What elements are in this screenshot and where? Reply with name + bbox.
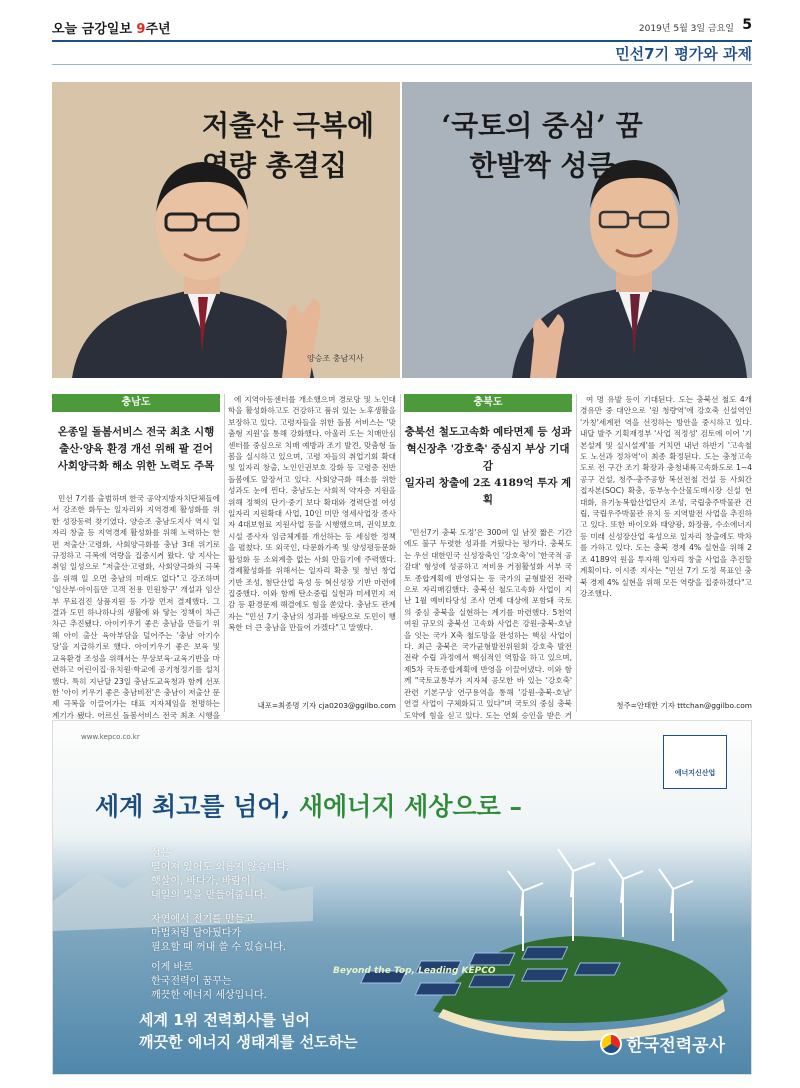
hero-title-chungbuk: ‘국토의 중심’ 꿈 한발짝 성큼 <box>441 109 643 182</box>
page-number: 5 <box>742 17 752 33</box>
article-body: 민선 7기를 출범하며 한국 공약지방자치단체들에서 강조한 화두는 일자리와 지역경제 활성화를 위한 성장동력 찾기였다. 양승조 충남도지사 역시 일자리 창출 등 지역경제 활성화를 위해 노력하는 한편 저출산·고령화, 사회양극화를 충남 3대 위기로 규정하고 극복에 역량을 집중시켜 왔다. 양 지사는 취임 일성으로 "저출산·고령화, 사회양극화의 극복을 위해 일 오면 충남의 미래도 없다"고 강조하며 '임산부·아이들만 고객 전용 민원창구' 개설과 임산부 무료검진 상품지원 등 가장 먼저 결제했다. 그 결과 도민 하나하나의 생활에 와 닿는 정책이 차근차근 추진됐다. 아이키우기 좋은 충남을 만들기 위해 아이 출산 육아부담을 덜어주는 '충남 아기수당'을 지급하기로 했다. 아이키우기 좋은 보육 및 교육환경 조성을 위해서는 무상보육·교육기반을 마련하고 어린이집·유치원·학교에 공기청정기를 설치했다. 특히 지난달 23일 충남도교육청과 함께 선포한 '아이 키우기 좋은 충남비전'은 충남이 저출산 문제 극복을 이끌어가는 대표 지자체임을 천명하는 계기가 됐다. 어르신 돌봄서비스 전국 최초 시행을 <box>52 494 220 720</box>
ad-url: www.kepco.co.kr <box>81 733 140 741</box>
ad-slogan: Beyond the Top, Leading KEPCO <box>333 966 496 976</box>
column-divider <box>400 394 401 712</box>
kepco-logo-icon <box>600 1033 622 1055</box>
header-rule <box>52 40 752 42</box>
subhead-chungnam: 온종일 돌봄서비스 전국 최초 시행 출산·양육 환경 개선 위해 팔 걷어 사회양극화 해소 위한 노력도 주목 <box>57 426 215 472</box>
ad-paragraph-2: 자연에서 전기를 만들고 마법처럼 담아뒀다가 필요할 때 꺼내 쓸 수 있습니다. <box>151 914 286 953</box>
region-tag-chungbuk: 충북도 <box>404 394 572 412</box>
column-divider <box>224 394 225 712</box>
masthead-accent: 9 <box>136 22 146 37</box>
ad-headline-prefix: 세계 최고를 넘어, <box>95 792 299 821</box>
kepco-logo <box>600 1031 725 1056</box>
masthead-prefix: 오늘 금강일보 <box>52 22 132 37</box>
masthead-suffix: 주년 <box>145 22 171 37</box>
region-tag-chungnam: 충남도 <box>52 394 220 412</box>
hero-title-chungnam: 저출산 극복에 역량 총결집 <box>202 109 375 182</box>
article-chungbuk-col1 <box>404 394 572 720</box>
subhead-chungbuk: 충북선 철도고속화 예타면제 등 성과 혁신장추 '강호축' 중심지 부상 기대감 일자리 창출에 2조 4189억 투자 계획 <box>404 426 572 506</box>
ad-paragraph-1: 섬은 떨어져 있어도 외롭지 않습니다. 햇살이, 바다가, 바람이 내일의 빛을 만들어줍니다. <box>151 848 290 901</box>
byline-chungnam: 내포=최종명 기자 cja0203@ggilbo.com <box>257 701 396 710</box>
byline-chungbuk: 청주=안태한 기자 tttchan@ggilbo.com <box>616 701 752 710</box>
photo-caption-chungnam: 양승조 충남지사 <box>307 354 364 363</box>
hero-chungnam <box>52 82 400 378</box>
ad-headline <box>95 787 522 823</box>
column-divider <box>576 394 577 712</box>
ad-closing: 세계 1위 전력회사를 넘어 깨끗한 에너지 생태계를 선도하는 <box>139 1011 358 1051</box>
ad-paragraph-3: 이게 바로 한국전력이 꿈꾸는 깨끗한 에너지 세상입니다. <box>151 962 267 1001</box>
article-body: '민선7기 충북 도정'은 300여 일 남짓 짧은 기간에도 불구 두렷한 성과를 거뒀다는 평가다. 충북도는 우선 대한민국 신성장축인 '강호축'이 '한국적 공감대' 형성에 성공하고 저비용 거점활성화 서부 국토 종합계획에 반영되는 등 국가의 균형발전 전략으로 자리매김했다. 충북선 철도고속화 사업이 지난 1월 예비타당성 조사 면제 대상에 포함돼 국토의 중심 충북을 실현하는 계기를 마련했다. 5천억여원 규모의 충북선 고속화 사업은 강원-충북-호남을 잇는 국가 X축 철도망을 완성하는 핵심 사업이다. 최근 충북은 국가균형발전위원회 강호축 발전전략 수립 과정에서 핵심적인 역할을 하고 있으며, 제5차 국토종합계획에 반영을 이끌어냈다. 이와 함께 "국토교통부가 지자체 공모한 바 있는 '강호축' 관련 기본구상 연구용역을 통해 '강원-충북-호남' 연결 사업이 구체화되고 있다"며 국토의 중심 충북 도약에 힘을 싣고 있다. 도는 연회 승인을 받은 거 <box>404 528 572 720</box>
article-chungnam-col1 <box>52 394 220 720</box>
kepco-brand-name: 한국전력공사 <box>626 1036 725 1056</box>
section-rule <box>52 64 752 65</box>
article-chungnam-col2 <box>228 394 396 712</box>
page-header <box>52 18 752 38</box>
ad-headline-accent: 새에너지 세상으로 – <box>298 792 522 821</box>
photo-caption-chungbuk: 이시종 충북지사 <box>650 354 707 363</box>
article-body: 에 지역아동센터를 개소했으며 경로당 및 노인대학을 활성화하고도 건강하고 품위 있는 노후생활을 보장하고 있다. 고령자들을 위한 돌봄 서비스는 '맞춤형 지원'을 통해 강화했다. 아울러 도는 치매안심센터를 중심으로 치매 예방과 조기 발견, 맞춤형 돌봄을 실시하고 있으며, 고령 자들의 취업기회 확대 및 일자리 창출, 노인인권보호 강화 등 고령층 전반 돌봄에도 앞장서고 있다. 사회양극화 해소를 위한 성과도 눈에 띈다. 충남도는 사회적 약자층 지원을 위해 정책의 단기·중기 보다 확대와 경력단절 여성 일자리 지원확대 사업, 10인 미만 영세사업장 종사자 4대보험료 지원사업 등을 시행했으며, 권익보호시설 종사자 임금체계를 개선하는 등 세심한 정책을 펼쳤다. 또 외국인, 다문화가족 및 양성평등문화 활성화 등 소외계층 없는 사회 만들기에 주력했다. 경제활성화를 위해서는 일자리 확충 및 청년 창업 기반 조성, 첨단산업 육성 등 혁신성장 기반 마련에 집중했다. 이와 함께 탄소중립 실현과 미세먼지 저감 등 환경문제 해결에도 힘을 쏟았다. 충남도 관계자는 "민선 7기 충남의 성과를 바탕으로 도민이 행복한 더 큰 충남을 만들어 가겠다"고 말했다. <box>228 395 396 633</box>
article-body: 여 명 유발 등이 기대된다. 도는 충북선 철도 4개 경유만 중 대안으로 '원 청량역'에 강호축 신설역인 '가칭'세계편 역을 선정하는 방안을 중시하고 있다. 내달 발주 기획재정부 '사업 적정성' 검토에 이어 '기본설계 및 실시설계'를 거치면 내년 하반기 '고속철도 노선과 정차역'이 최종 확정된다. 도는 충청고속도로 전 구간 조기 확장과 충청내륙고속화도로 1~4공구 건설, 청주-충주공항 복선전철 건설 등 사회간접자본(SOC) 확충, 동부농수산물도매시장 신설 현대화, 유기농복합산업단지 조성, 국립충주박물관 건립, 국립우주박물관 유치 등 지역발전 사업을 추진하고 있다. 또한 바이오와 태양광, 화장품, 수소에너지 등 미래 신성장산업 육성으로 일자리 창출에도 박차를 가하고 있다. 도는 충북 경제 4% 실현을 위해 2조 4189억 원을 투자해 일자리 창출 사업을 추진할 계획이다. 이시종 지사는 "민선 7기 도정 목표인 충북 경제 4% 실현을 위해 모든 역량을 집중하겠다"고 강조했다. <box>580 395 752 598</box>
hero-chungbuk <box>402 82 752 378</box>
section-title: 민선7기 평가와 과제 <box>615 45 752 63</box>
article-chungbuk-col2 <box>580 394 752 712</box>
ad-badge: 에너지신산업 <box>663 735 727 789</box>
masthead <box>52 18 171 37</box>
kepco-advertisement <box>52 720 752 1075</box>
issue-date: 2019년 5월 3일 금요일 <box>638 24 734 34</box>
